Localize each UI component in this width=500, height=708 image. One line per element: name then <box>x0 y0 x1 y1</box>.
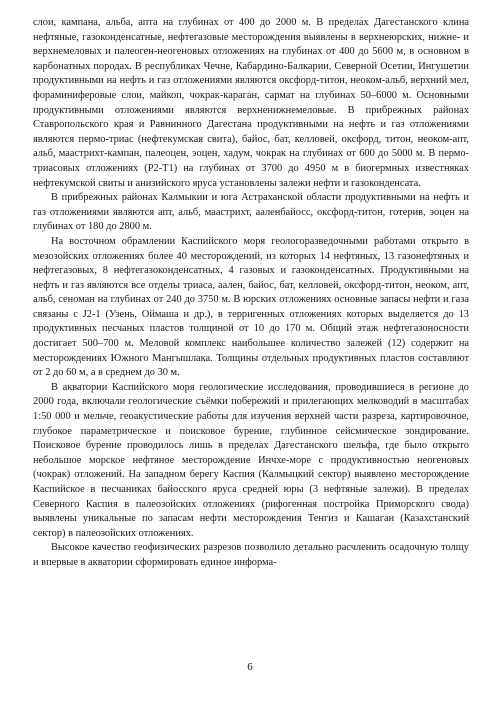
paragraph-3: На восточном обрамлении Каспийского моря геологоразведочными работами открыто в мезозойских отложениях более 40 месторождений, из которых 14 нефтяных, 13 газонефтяных и нефтегазовых, 8 нефтегазоконденсатных, 4 газовых и газоконденсатных. Продуктивными на нефть и газ являются все отделы триаса, аален, байос, бат, келловей, оксфорд-титон, неоком, апт, альб, сеноман на глубинах от 240 до 3750 м. В юрских отложениях основные запасы нефти и газа связаны с J2-1 (Узень, Оймаша и др.), в терригенных отложениях которых выделяется до 13 продуктивных песчаных пластов толщиной от 10 до 170 м. Общий этаж нефтегазоносности достигает 500–700 м. Меловой комплекс наибольшее количество залежей (12) содержит на месторождениях Южного Мангышлака. Толщины отдельных продуктивных пластов составляют от 2 до 60 м, а в среднем до 30 м. <box>33 235 469 379</box>
paragraph-4: В акватории Каспийского моря геологические исследования, проводившиеся в регионе до 2000 года, включали геологические съёмки побережий и прилегающих мелководий в масштабах 1:50 000 и мельче, геоакустические работы для изучения верхней части разреза, картировочное, глубокое параметрическое и поисковое бурение, глубинное сейсмическое зондирование. Поисковое бурение проводилось лишь в пределах Дагестанского шельфа, где было открыто небольшое морское нефтяное месторождение Инчхе-море с продуктивностью неогеновых (чокрак) отложений. На западном берегу Каспия (Калмыцкий сектор) выявлено месторождение Каспийское в песчаниках байосского яруса средней юры (3 нефтяные залежи). В пределах Северного Каспия в палеозойских отложениях (рифогенная постройка Приморского свода) выявлены уникальные по запасам нефти месторождения Тенгиз и Кашаган (Казахстанский сектор) в палеозойских отложениях. <box>33 381 469 539</box>
page-number: 6 <box>247 661 253 673</box>
paragraph-5: Высокое качество геофизических разрезов позволило детально расчленить осадочную толщу и впервые в акватории сформировать единое информа- <box>33 542 469 568</box>
paragraph-1: слои, кампана, альба, апта на глубинах от 400 до 2000 м. В пределах Дагестанского клина нефтяные, газоконденсатные, нефтегазовые месторождения выявлены в верхнеюрских, нижне- и верхнемеловых и палеоген-неогеновых отложениях на глубинах от 400 до 5600 м, в основном в карбонатных породах. В республиках Чечне, Кабардино-Балкарии, Северной Осетии, Ингушетии продуктивными на нефть и газ отложениями являются оксфорд-титон, неоком-альб, верхний мел, фораминиферовые слои, майкоп, чокрак-караган, сармат на глубинах 50–6000 м. Основными продуктивными отложениями являются верхненижнемеловые. В прибрежных районах Ставропольского края и Равнинного Дагестана продуктивными на нефть и газ отложениями являются пермо-триас (нефтекумская свита), байос, бат, келловей, оксфорд, титон, неоком-апт, альб, маастрихт-кампан, палеоцен, эоцен, хадум, чокрак на глубинах от 600 до 5000 м. В пермо-триасовых отложениях (P2-T1) на глубинах от 3700 до 4950 м в биогермных известняках нефтекумской свиты и анизийского яруса установлены залежи нефти и газоконденсата. <box>33 17 469 189</box>
paragraph-2: В прибрежных районах Калмыкии и юга Астраханской области продуктивными на нефть и газ отложениями являются апт, альб, маастрихт, ааленбайосс, оксфорд-титон, готерив, эоцен на глубинах от 180 до 2800 м. <box>33 192 469 233</box>
page-body <box>33 16 469 571</box>
